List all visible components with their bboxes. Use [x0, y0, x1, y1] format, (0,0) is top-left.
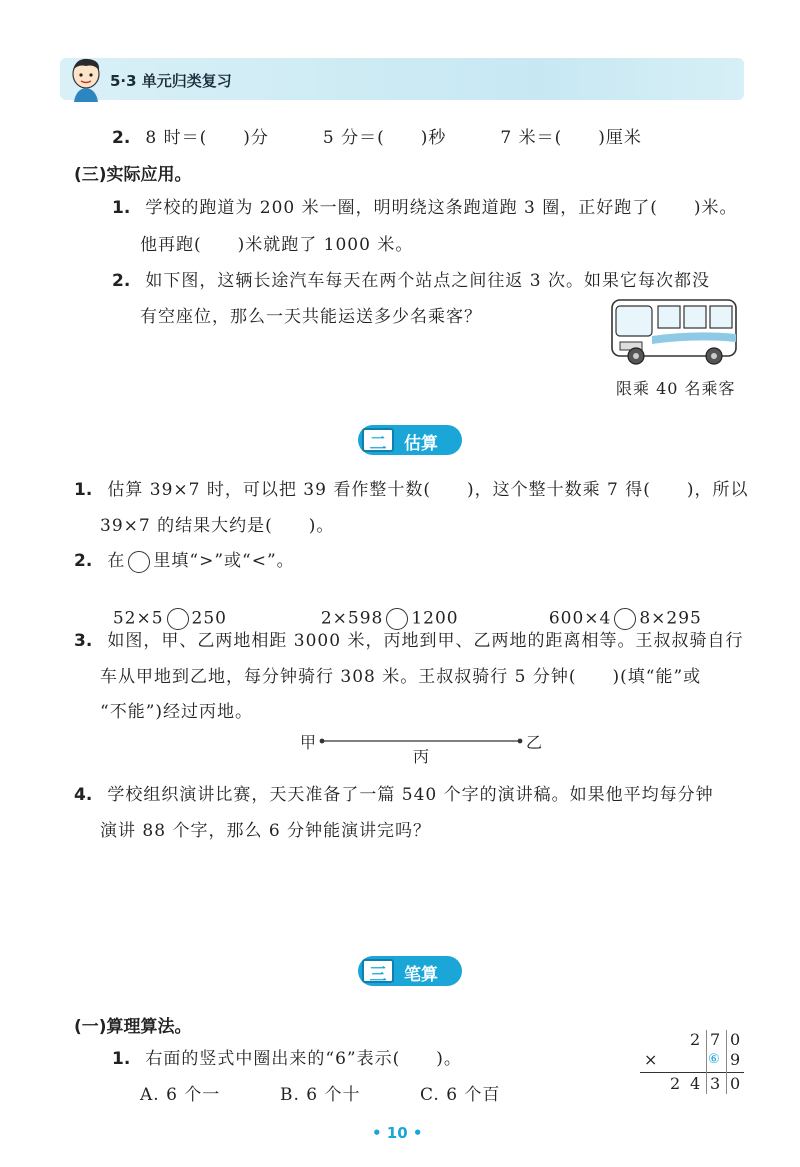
- question-number: 1.: [74, 480, 93, 500]
- estimate-q3: [74, 626, 743, 651]
- digit: 7: [710, 1030, 721, 1049]
- practical-q2: [112, 266, 710, 291]
- header-title: 5·3 单元归类复习: [110, 72, 232, 90]
- question-number: 1.: [112, 1049, 131, 1069]
- digit: 0: [730, 1030, 741, 1049]
- option-b[interactable]: B. 6 个十: [280, 1085, 361, 1105]
- digit: 9: [730, 1050, 741, 1069]
- vertical-multiplication: [636, 1030, 748, 1100]
- question-text-line2: 演讲 88 个字，那么 6 分钟能演讲完吗？: [100, 821, 432, 841]
- question-number: 1.: [112, 198, 131, 218]
- section-label: 笔算: [404, 965, 438, 985]
- point-jia: 甲: [300, 733, 318, 752]
- digit: 0: [730, 1074, 741, 1093]
- column-guide: [726, 1030, 727, 1094]
- column-guide: [706, 1030, 707, 1094]
- conversion-question: [112, 123, 642, 148]
- compare-item: 52×5 250: [112, 608, 227, 629]
- question-text-line1: 学校组织演讲比赛，天天准备了一篇 540 个字的演讲稿。如果他平均每分钟: [107, 785, 714, 805]
- question-suffix: 里填“>”或“<”。: [153, 551, 295, 571]
- question-text-line2: 39×7 的结果大约是( )。: [100, 516, 335, 536]
- question-text-line1: 如下图，这辆长途汽车每天在两个站点之间往返 3 次。如果它每次都没: [145, 271, 711, 291]
- book-icon: 三: [362, 959, 394, 983]
- compare-item: 600×4 8×295: [548, 608, 702, 629]
- question-text-line2: 车从甲地到乙地，每分钟骑行 308 米。王叔叔骑行 5 分钟( )(填“能”或: [100, 667, 702, 687]
- question-text-line2: 有空座位，那么一天共能运送多少名乘客？: [140, 307, 482, 327]
- practical-q1: [112, 193, 738, 218]
- question-number: 4.: [74, 785, 93, 805]
- question-number: 2.: [112, 271, 131, 291]
- calc-q1: [112, 1044, 462, 1069]
- question-text-line3: “不能”)经过丙地。: [100, 702, 254, 722]
- question-prefix: 在: [107, 551, 126, 571]
- question-text-line1: 估算 39×7 时，可以把 39 看作整十数( )，这个整十数乘 7 得( )，所以: [107, 480, 749, 500]
- circle-blank[interactable]: [128, 551, 150, 573]
- point-bing: 丙: [413, 747, 431, 766]
- boy-mascot-icon: [66, 56, 106, 102]
- book-icon: 二: [362, 428, 394, 452]
- divider-line: [640, 1072, 744, 1073]
- bus-caption: 限乘 40 名乘客: [616, 379, 736, 398]
- section-badge-written-calc: [358, 956, 462, 986]
- question-number: 2.: [112, 128, 131, 148]
- point-yi: 乙: [526, 733, 544, 752]
- circled-digit: ⑥: [708, 1052, 720, 1067]
- page-number: • 10 •: [372, 1124, 423, 1142]
- question-text-line1: 如图，甲、乙两地相距 3000 米，丙地到甲、乙两地的距离相等。王叔叔骑自行: [107, 631, 744, 651]
- estimate-q2: [74, 546, 295, 573]
- estimate-q4: [74, 780, 714, 805]
- digit: 4: [690, 1074, 701, 1093]
- distance-diagram: [300, 730, 550, 770]
- question-number: 2.: [74, 551, 93, 571]
- digit: 3: [710, 1074, 721, 1093]
- option-a[interactable]: A. 6 个一: [140, 1085, 221, 1105]
- question-text: 8 时＝( )分 5 分＝( )秒 7 米＝( )厘米: [145, 128, 642, 148]
- section3-subtitle: (一)算理算法。: [74, 1017, 192, 1037]
- section-label: 估算: [404, 434, 438, 454]
- practical-title: (三)实际应用。: [74, 165, 192, 185]
- option-c[interactable]: C. 6 个百: [420, 1085, 501, 1105]
- section-badge-estimate: [358, 425, 462, 455]
- multiply-sign: ×: [644, 1050, 658, 1069]
- bus-icon: [606, 296, 740, 368]
- question-text-line1: 学校的跑道为 200 米一圈，明明绕这条跑道跑 3 圈，正好跑了( )米。: [145, 198, 738, 218]
- estimate-q1: [74, 475, 748, 500]
- digit: 2: [690, 1030, 701, 1049]
- digit: 2: [670, 1074, 681, 1093]
- question-text-line2: 他再跑( )米就跑了 1000 米。: [140, 235, 414, 255]
- compare-item: 2×598 1200: [320, 608, 459, 629]
- question-number: 3.: [74, 631, 93, 651]
- question-text: 右面的竖式中圈出来的“6”表示( )。: [145, 1049, 462, 1069]
